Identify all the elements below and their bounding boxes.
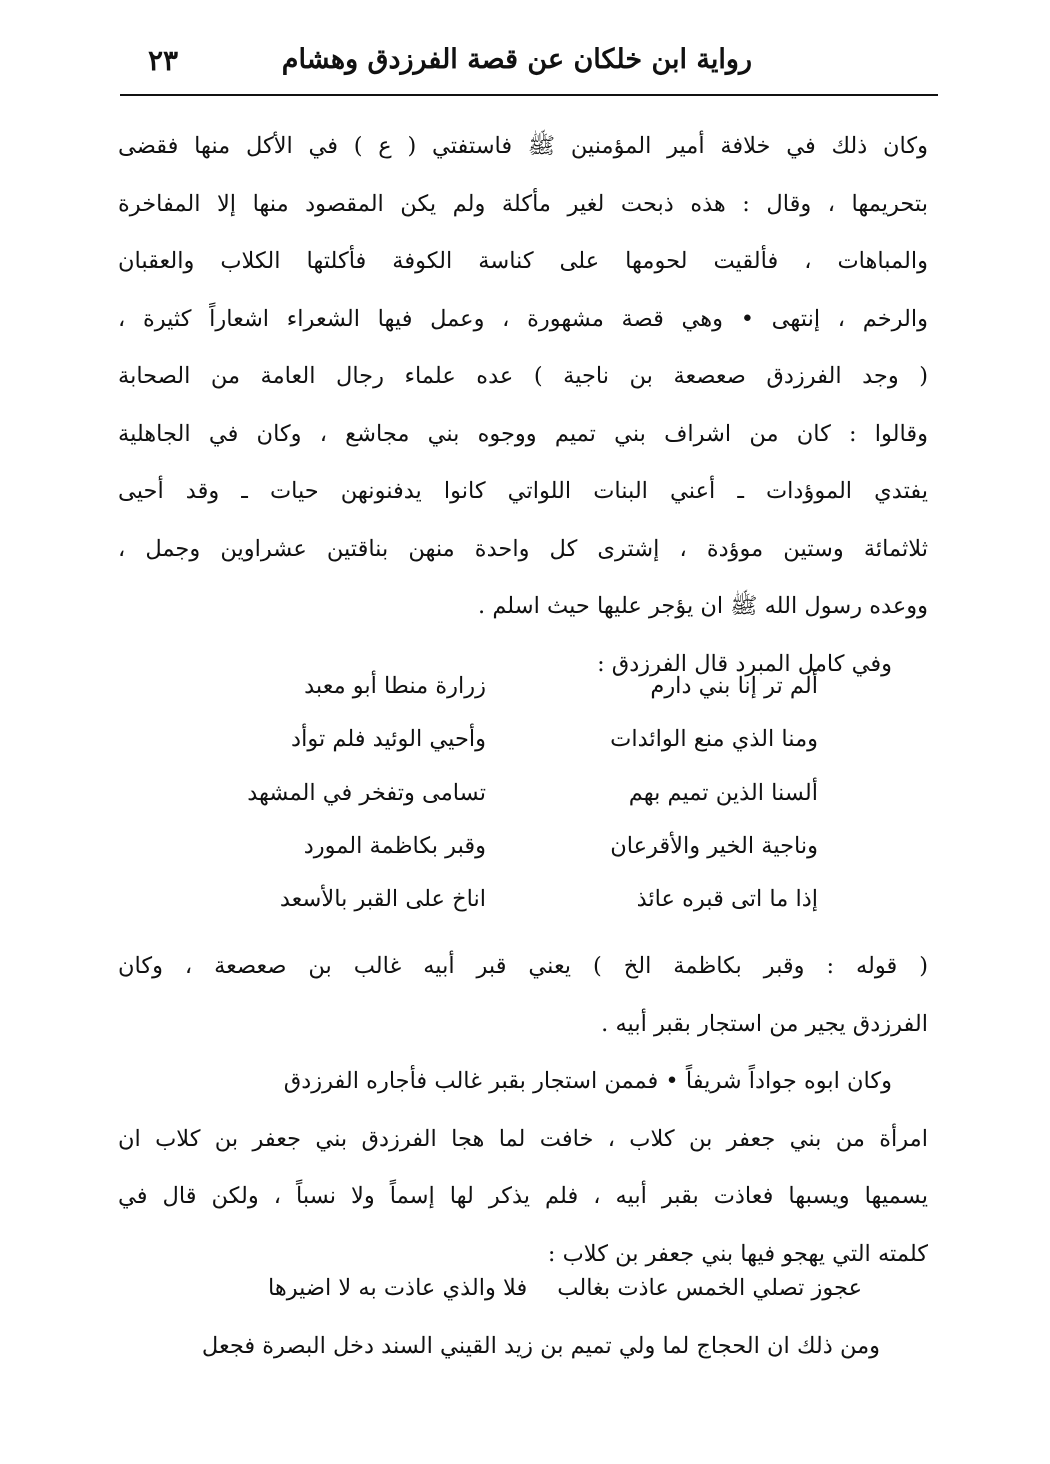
verse-second-hemistich: زرارة منطا أبو معبد bbox=[304, 673, 486, 699]
text-line: بتحريمها ، وقال : هذه ذبحت لغير مأكلة ولم يكن المقصود منها إلا المفاخرة bbox=[118, 190, 928, 217]
paragraph-1 bbox=[118, 118, 928, 693]
verse bbox=[238, 767, 818, 820]
verse-second-hemistich: تسامى وتفخر في المشهد bbox=[247, 779, 486, 806]
poem-verses bbox=[238, 660, 818, 926]
verse bbox=[238, 660, 818, 713]
text-line: ووعده رسول الله ﷺ ان يؤجر عليها حيث اسلم . bbox=[478, 593, 928, 619]
text-line: ثلاثمائة وستين موؤدة ، إشترى كل واحدة منهن بناقتين عشراوين وجمل ، bbox=[118, 535, 928, 562]
text-line: كلمته التي يهجو فيها بني جعفر بن كلاب : bbox=[547, 1240, 928, 1267]
text-line: امرأة من بني جعفر بن كلاب ، خافت لما هجا الفرزدق بني جعفر بن كلاب ان bbox=[118, 1125, 928, 1152]
verse-second-hemistich: اناخ على القبر بالأسعد bbox=[279, 886, 486, 913]
couplet bbox=[268, 1268, 862, 1308]
text-line: وقالوا : كان من اشراف بني تميم ووجوه بني مجاشع ، وكان في الجاهلية bbox=[118, 420, 928, 447]
verse-second-hemistich: وأحيي الوئيد فلم توأد bbox=[291, 726, 486, 753]
verse-first-hemistich: ألم تر إنا بني دارم bbox=[650, 673, 818, 699]
paragraph-2 bbox=[118, 938, 928, 1283]
couplet-second-hemistich: فلا والذي عاذت به لا اضيرها bbox=[267, 1275, 528, 1301]
text-line: وفي كامل المبرد قال الفرزدق : bbox=[597, 650, 892, 677]
verse bbox=[238, 713, 818, 766]
page-number: ٢٣ bbox=[148, 44, 179, 77]
text-line: والرخم ، إنتهى • وهي قصة مشهورة ، وعمل فيها الشعراء اشعاراً كثيرة ، bbox=[118, 305, 928, 332]
couplet-first-hemistich: عجوز تصلي الخمس عاذت بغالب bbox=[557, 1275, 862, 1301]
text-line: وكان ابوه جواداً شريفاً • فممن استجار بقبر غالب فأجاره الفرزدق bbox=[283, 1068, 892, 1094]
text-line: ( قوله : وقبر بكاظمة الخ ) يعني قبر أبيه غالب بن صعصعة ، وكان bbox=[118, 953, 928, 979]
verse-first-hemistich: وناجية الخير والأقرعان bbox=[610, 832, 818, 859]
paragraph-3 bbox=[118, 1318, 880, 1376]
page-header bbox=[120, 42, 932, 92]
text-line: يفتدي الموؤدات ـ أعني البنات اللواتي كانوا يدفنونهن حيات ـ وقد أحيى bbox=[118, 478, 928, 504]
verse bbox=[238, 820, 818, 873]
text-line: ومن ذلك ان الحجاج لما ولي تميم بن زيد القيني السند دخل البصرة فجعل bbox=[201, 1333, 880, 1359]
text-line: والمباهات ، فألقيت لحومها على كناسة الكوفة فأكلتها الكلاب والعقبان bbox=[118, 248, 928, 274]
header-rule bbox=[120, 94, 938, 96]
running-title: رواية ابن خلكان عن قصة الفرزدق وهشام bbox=[281, 44, 752, 75]
text-line: يسميها ويسبها فعاذت بقبر أبيه ، فلم يذكر لها إسماً ولا نسباً ، ولكن قال في bbox=[118, 1183, 928, 1209]
verse-first-hemistich: إذا ما اتى قبره عائذ bbox=[636, 886, 818, 913]
verse-first-hemistich: ومنا الذي منع الوائدات bbox=[610, 726, 818, 753]
verse bbox=[238, 873, 818, 926]
verse-second-hemistich: وقبر بكاظمة المورد bbox=[303, 832, 486, 859]
verse-first-hemistich: ألسنا الذين تميم بهم bbox=[628, 779, 818, 806]
text-line: ( وجد الفرزدق صعصعة بن ناجية ) عده علماء رجال العامة من الصحابة bbox=[118, 363, 928, 389]
text-line: وكان ذلك في خلافة أمير المؤمنين ﷺ فاستفتي ( ع ) في الأكل منها فقضى bbox=[118, 133, 928, 159]
text-line: الفرزدق يجير من استجار بقبر أبيه . bbox=[601, 1010, 928, 1037]
